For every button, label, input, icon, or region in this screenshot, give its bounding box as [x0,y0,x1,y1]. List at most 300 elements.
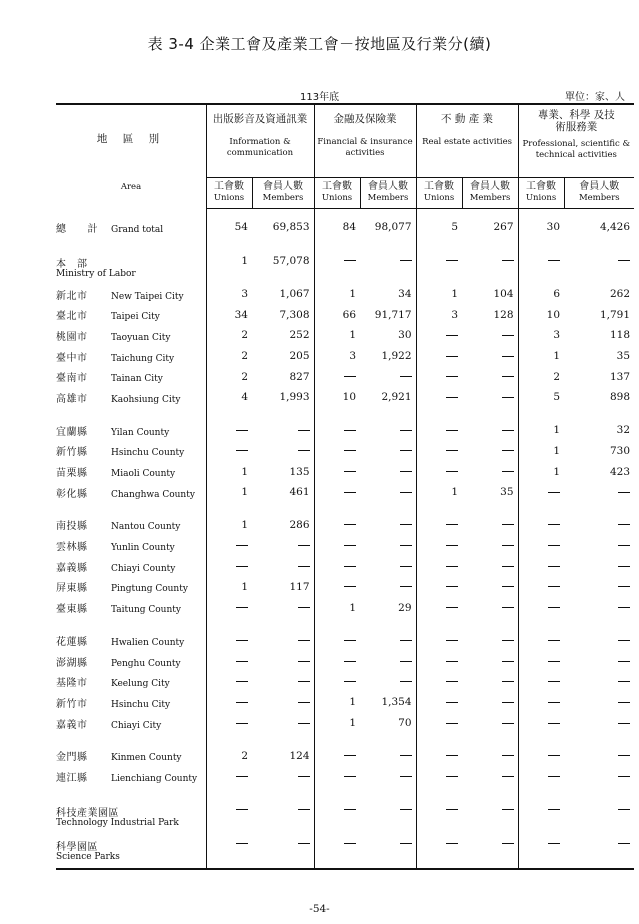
cell-value: 2 [241,749,248,762]
cell-value: 423 [610,465,631,478]
unions-value-cell [416,745,462,766]
area-name-zh: 連江縣 [56,772,88,784]
dash-mark [344,586,356,587]
unions-value-cell [518,535,564,556]
members-value-cell [462,597,518,618]
members-value-cell [462,766,518,787]
area-name-zh: 新竹縣 [56,447,88,459]
cell-value: 5 [451,221,459,234]
members-value-cell [462,713,518,734]
members-value-cell [462,441,518,462]
spacer-cell [564,408,634,420]
dash-mark [618,545,630,546]
cell-value: 29 [398,601,412,614]
group-header-realestate [416,104,518,178]
dash-mark [548,809,560,810]
area-cell [56,250,206,284]
members-value-cell [252,556,314,577]
area-cell [56,535,206,556]
cell-value: 35 [500,486,514,499]
cell-value: 1,791 [599,308,631,321]
unions-value-cell [416,799,462,833]
cell-value: 10 [546,308,561,321]
table-row [56,692,634,713]
unions-header-zh: 工會數 [424,181,455,192]
area-name-en: Hsinchu City [111,699,171,710]
spacer-cell [360,733,416,745]
dash-mark [236,723,248,724]
dash-mark [446,450,458,451]
dash-mark [548,566,560,567]
dash-mark [298,702,310,703]
area-name-zh: 宜蘭縣 [56,426,88,438]
area-cell [56,482,206,503]
cell-value: 1 [241,518,248,531]
spacer-cell [314,503,360,515]
area-name-en: Yunlin County [111,543,175,554]
dash-mark [502,376,514,377]
dash-mark [502,356,514,357]
area-name-zh: 桃園市 [56,331,88,343]
members-header-en: Members [367,193,409,203]
unions-value-cell [416,284,462,305]
dash-mark [618,586,630,587]
area-name-en: Chiayi City [111,720,162,731]
spacer-cell [518,408,564,420]
area-name-zh: 新竹市 [56,698,88,710]
spacer-cell [564,503,634,515]
members-value-cell [252,766,314,787]
area-name-zh: 雲林縣 [56,542,88,554]
area-name-en: Yilan County [111,427,170,438]
unions-value-cell [206,799,252,833]
unions-value-cell [206,515,252,536]
spacer-cell [360,238,416,250]
unions-header-zh: 工會數 [214,181,244,192]
area-cell [56,556,206,577]
spacer-cell [206,408,252,420]
unions-value-cell [314,441,360,462]
area-name-zh: 嘉義縣 [56,562,88,574]
unions-value-cell [314,671,360,692]
members-value-cell [252,325,314,346]
cell-value: 1 [553,350,561,363]
members-header-zh: 會員人數 [579,181,620,192]
dash-mark [502,566,514,567]
members-value-cell [252,833,314,869]
cell-value: 35 [616,350,631,363]
unions-value-cell [206,692,252,713]
group-header-zh: 專業、科學 及技術服務業 [537,109,615,133]
unions-value-cell [206,461,252,482]
spacer-cell [56,787,206,799]
cell-value: 2 [241,329,248,342]
area-name-zh: 臺中市 [56,352,88,364]
unions-value-cell [416,515,462,536]
members-value-cell [360,482,416,503]
dash-mark [502,586,514,587]
dash-mark [502,471,514,472]
members-value-cell [360,713,416,734]
dash-mark [446,661,458,662]
unions-value-cell [314,482,360,503]
dash-mark [400,524,412,525]
area-cell [56,577,206,598]
data-table [56,103,634,870]
area-name-en: Hsinchu County [111,448,185,459]
members-value-cell [462,387,518,408]
spacer-cell [56,238,206,250]
unions-value-cell [416,766,462,787]
dash-mark [618,843,630,844]
area-cell [56,366,206,387]
dash-mark [400,661,412,662]
dash-mark [446,809,458,810]
area-cell [56,597,206,618]
spacer-cell [206,733,252,745]
unions-value-cell [206,577,252,598]
unions-value-cell [314,651,360,672]
unions-value-cell [206,745,252,766]
unions-value-cell [416,346,462,367]
table-row [56,833,634,869]
unions-value-cell [314,209,360,238]
members-value-cell [462,692,518,713]
cell-value: 10 [342,391,357,404]
cell-value: 252 [289,329,310,342]
members-value-cell [360,325,416,346]
cell-value: 1 [349,601,357,614]
group-header-en: Information & communication [226,137,294,158]
table-row [56,799,634,833]
table-row [56,651,634,672]
members-value-cell [564,441,634,462]
members-header-zh: 會員人數 [368,181,409,192]
area-name-en: Penghu County [111,658,181,669]
area-name-zh: 金門縣 [56,752,88,764]
dash-mark [502,430,514,431]
members-value-cell [252,630,314,651]
members-value-cell [564,346,634,367]
spacer-cell [360,503,416,515]
dash-mark [618,702,630,703]
members-value-cell [360,833,416,869]
area-name-zh: 彰化縣 [56,488,88,500]
unions-value-cell [314,577,360,598]
cell-value: 1 [553,424,561,437]
members-value-cell [462,535,518,556]
table-row [56,535,634,556]
members-value-cell [252,745,314,766]
group-header-zh: 不 動 產 業 [441,113,494,125]
members-value-cell [462,671,518,692]
dash-mark [298,843,310,844]
area-name-zh: 新北市 [56,290,88,302]
group-header-en: Real estate activities [422,137,513,147]
dash-mark [298,681,310,682]
members-value-cell [462,630,518,651]
area-cell [56,713,206,734]
spacer-cell [564,787,634,799]
unions-value-cell [416,692,462,713]
spacer-cell [518,787,564,799]
unions-value-cell [416,325,462,346]
spacer-cell [564,733,634,745]
unions-value-cell [518,346,564,367]
dash-mark [502,723,514,724]
members-value-cell [462,556,518,577]
members-value-cell [360,304,416,325]
members-value-cell [564,577,634,598]
area-cell [56,441,206,462]
spacer-cell [56,733,206,745]
dash-mark [618,809,630,810]
members-value-cell [564,597,634,618]
members-value-cell [360,441,416,462]
row-spacer [56,238,634,250]
unions-value-cell [416,577,462,598]
area-cell [56,651,206,672]
area-name-en: Lienchiang County [111,773,198,784]
area-name-en: Taichung City [111,353,175,364]
unions-value-cell [206,597,252,618]
spacer-cell [206,618,252,630]
dash-mark [344,492,356,493]
area-header-zh: 地 區 別 [96,133,166,145]
spacer-cell [252,787,314,799]
spacer-cell [564,238,634,250]
members-column-header [252,178,314,209]
cell-value: 70 [398,717,412,730]
members-value-cell [564,556,634,577]
cell-value: 6 [553,288,561,301]
members-value-cell [564,671,634,692]
spacer-cell [518,238,564,250]
cell-value: 1,922 [381,350,412,363]
area-name-en: Science Parks [56,852,120,863]
unions-value-cell [206,366,252,387]
members-value-cell [462,482,518,503]
unions-header-en: Unions [525,193,557,203]
members-value-cell [564,387,634,408]
unions-value-cell [206,284,252,305]
members-value-cell [360,799,416,833]
area-name-en: Pingtung County [111,584,188,595]
members-value-cell [564,692,634,713]
table-row [56,766,634,787]
spacer-cell [252,238,314,250]
members-value-cell [252,461,314,482]
cell-value: 262 [610,288,631,301]
area-name-en: Kinmen County [111,753,182,764]
unions-value-cell [206,671,252,692]
area-name-zh: 澎湖縣 [56,657,88,669]
table-row [56,250,634,284]
dash-mark [446,586,458,587]
cell-value: 104 [493,288,514,301]
area-name-zh: 屏東縣 [56,583,88,595]
area-name-zh: 基隆市 [56,678,88,690]
dash-mark [548,492,560,493]
members-value-cell [360,745,416,766]
table-row [56,577,634,598]
members-value-cell [462,209,518,238]
members-value-cell [564,515,634,536]
members-value-cell [360,387,416,408]
cell-value: 4 [241,391,248,404]
cell-value: 1,067 [279,288,310,301]
dash-mark [344,640,356,641]
dash-mark [344,524,356,525]
dash-mark [446,430,458,431]
cell-value: 118 [610,329,631,342]
unions-value-cell [518,441,564,462]
area-name-zh: 嘉義市 [56,719,88,731]
members-value-cell [252,799,314,833]
cell-value: 1 [241,465,248,478]
dash-mark [400,471,412,472]
area-name-en: Changhwa County [111,489,195,500]
table-row [56,366,634,387]
unions-header-en: Unions [321,193,353,203]
unions-value-cell [314,745,360,766]
members-value-cell [462,304,518,325]
cell-value: 91,717 [374,308,412,321]
unions-value-cell [314,284,360,305]
dash-mark [400,681,412,682]
unions-value-cell [416,420,462,441]
members-value-cell [360,577,416,598]
dash-mark [344,661,356,662]
unions-value-cell [518,387,564,408]
members-value-cell [462,325,518,346]
members-value-cell [360,209,416,238]
table-row [56,515,634,536]
cell-value: 1 [241,254,248,267]
area-cell [56,387,206,408]
cell-value: 3 [349,350,357,363]
members-value-cell [252,387,314,408]
cell-value: 117 [289,580,310,593]
unions-value-cell [314,420,360,441]
area-header [56,104,206,209]
area-name-en: New Taipei City [111,291,184,302]
members-value-cell [564,250,634,284]
table-row [56,284,634,305]
spacer-cell [252,408,314,420]
area-name-zh: 臺南市 [56,373,88,385]
unions-value-cell [518,692,564,713]
area-name-zh: 本 部 [56,258,88,270]
dash-mark [618,566,630,567]
cell-value: 1 [553,444,561,457]
members-value-cell [564,209,634,238]
cell-value: 3 [241,288,248,301]
members-value-cell [360,766,416,787]
cell-value: 3 [553,329,561,342]
unions-value-cell [206,651,252,672]
members-value-cell [360,366,416,387]
members-value-cell [462,745,518,766]
area-name-zh: 苗栗縣 [56,468,88,480]
cell-value: 7,308 [279,308,310,321]
cell-value: 98,077 [374,221,412,234]
area-cell [56,630,206,651]
dash-mark [344,545,356,546]
dash-mark [400,566,412,567]
dash-mark [400,450,412,451]
dash-mark [502,755,514,756]
members-value-cell [462,346,518,367]
members-value-cell [462,461,518,482]
unions-value-cell [206,630,252,651]
unions-value-cell [314,366,360,387]
cell-value: 30 [398,329,412,342]
members-value-cell [360,556,416,577]
dash-mark [502,702,514,703]
members-value-cell [462,799,518,833]
group-header-info [206,104,314,178]
table-row [56,304,634,325]
unions-value-cell [416,651,462,672]
table-row [56,441,634,462]
dash-mark [548,260,560,261]
dash-mark [344,430,356,431]
row-spacer [56,787,634,799]
area-name-zh: 臺北市 [56,311,88,323]
spacer-cell [206,238,252,250]
members-value-cell [252,250,314,284]
members-value-cell [564,651,634,672]
dash-mark [502,681,514,682]
members-value-cell [252,651,314,672]
members-value-cell [252,366,314,387]
unions-value-cell [518,284,564,305]
unions-value-cell [206,325,252,346]
area-name-zh: 科技產業園區 [56,807,119,819]
area-name-zh: 高雄市 [56,393,88,405]
unions-value-cell [518,366,564,387]
dash-mark [502,776,514,777]
dash-mark [298,607,310,608]
members-value-cell [252,304,314,325]
area-name-en: Taipei City [111,312,160,323]
unions-column-header [314,178,360,209]
members-value-cell [252,577,314,598]
dash-mark [446,471,458,472]
unions-value-cell [518,671,564,692]
row-spacer [56,408,634,420]
members-value-cell [360,346,416,367]
area-cell [56,745,206,766]
spacer-cell [416,733,462,745]
table-row [56,597,634,618]
unions-value-cell [518,325,564,346]
dash-mark [236,430,248,431]
dash-mark [446,356,458,357]
area-name-zh: 總 計 [56,223,98,235]
dash-mark [400,776,412,777]
members-value-cell [360,250,416,284]
dash-mark [446,397,458,398]
dash-mark [236,776,248,777]
spacer-cell [518,503,564,515]
unions-value-cell [206,420,252,441]
dash-mark [618,492,630,493]
members-value-cell [360,461,416,482]
cell-value: 2 [241,370,248,383]
unions-header-zh: 工會數 [526,181,557,192]
